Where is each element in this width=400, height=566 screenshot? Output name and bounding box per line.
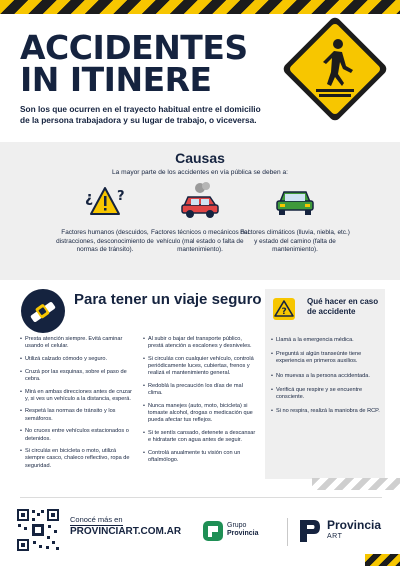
accident-panel [265,289,385,479]
list-item: • Utilizá calzado cómodo y seguro. [20,356,132,363]
accident-steps [271,337,381,422]
provincia-art-wordmark: Provincia [327,518,382,532]
list-item: • Controlá anualmente tu visión con un oftalmólogo. [143,450,256,464]
page-subtitle: Son los que ocurren en el trayecto habitual entre el domicilio de la persona trabajadora y su lugar de trabajo, o viceversa. [20,104,261,125]
list-item: • No muevas a la persona accidentada. [271,373,381,380]
cause-weather [240,180,350,255]
website-link[interactable]: PROVINCIART.COM.AR [70,526,182,537]
causas-section [0,142,400,280]
hazard-stripe-corner [365,554,400,566]
pedestrian-crossing-sign-icon [276,10,394,128]
provincia-label: Provincia [227,530,259,537]
causas-subtitle: La mayor parte de los accidentes en vía pública se deben a: [112,169,288,176]
cause-technical [145,180,255,255]
svg-text:?: ? [281,307,287,317]
car-crash-icon [178,180,222,220]
causas-title: Causas [175,150,225,166]
list-item: • Redoblá la precaución los días de mal clima. [143,383,256,397]
list-item: • Cruzá por las esquinas, sobre el paso de cebra. [20,369,132,383]
list-item: • Llamá a la emergencia médica. [271,337,381,344]
warning-question-icon [83,180,127,220]
list-item: • Preguntá si algún transeúnte tiene experiencia en primeros auxilios. [271,351,381,365]
cause-technical-text: Factores técnicos o mecánicos del vehículo (mal estado o falta de mantenimiento). [150,229,250,253]
svg-text:?: ? [117,189,125,204]
car-weather-icon [273,180,317,220]
provincia-art-logo-icon [298,518,322,544]
grupo-provincia-logo-icon [202,520,224,542]
list-item: • Nunca manejes (auto, moto, bicicleta) si tomaste alcohol, drogas o medicación que pueda afectar tus reflejos. [143,403,256,425]
art-label: ART [327,533,343,540]
logo-separator [287,518,288,546]
list-item: • Presta atención siempre. Evitá caminar usando el celular. [20,336,132,350]
list-item: • No cruces entre vehículos estacionados o detenidos. [20,428,132,442]
warning-question-icon [270,295,298,323]
cause-human [50,180,160,255]
tips-middle-column [143,336,256,470]
list-item: • Respetá las normas de tránsito y los semáforos. [20,408,132,422]
page-title [20,28,270,99]
seatbelt-icon [20,288,66,334]
title-line-2: IN ITINERE [20,60,212,99]
list-item: • Al subir o bajar del transporte público, prestá atención a escalones y desniveles. [143,336,256,350]
list-item: • Si circulás en bicicleta o moto, utilizá siempre casco, chaleco reflectivo, ropa de seguridad. [20,448,132,470]
svg-text:¿: ¿ [85,190,94,206]
list-item: • Si no respira, realizá la maniobra de RCP. [271,408,381,415]
list-item: • Si circulás con cualquier vehículo, controlá periódicamente luces, cubiertas, frenos y realizá el mantenimiento general. [143,356,256,378]
cause-weather-text: Factores climáticos (lluvia, niebla, etc.) y estado del camino (falta de mantenimiento). [240,229,350,253]
title-line-1: ACCIDENTES [20,28,248,67]
grupo-label: Grupo [227,522,247,529]
qr-code-icon[interactable] [16,508,60,552]
tips-left-column [20,336,132,475]
cta-text: Conocé más en [70,515,123,524]
list-item: • Verificá que respire y se encuentre consciente. [271,387,381,401]
footer-divider [20,497,382,498]
seguro-title: Para tener un viaje seguro [74,291,262,308]
list-item: • Mirá en ambas direcciones antes de cruzar y, si ves un vehículo a la distancia, esperá. [20,389,132,403]
cause-human-text: Factores humanos (descuidos, distracciones, desconocimiento de normas de tránsito). [56,229,154,253]
list-item: • Si te sentís cansado, detenete a descansar e hidratarte con agua antes de seguir. [143,430,256,444]
accident-panel-title: Qué hacer en caso de accidente [307,297,379,316]
hazard-stripe-decor [312,478,400,490]
grupo-provincia-wordmark [227,522,259,538]
